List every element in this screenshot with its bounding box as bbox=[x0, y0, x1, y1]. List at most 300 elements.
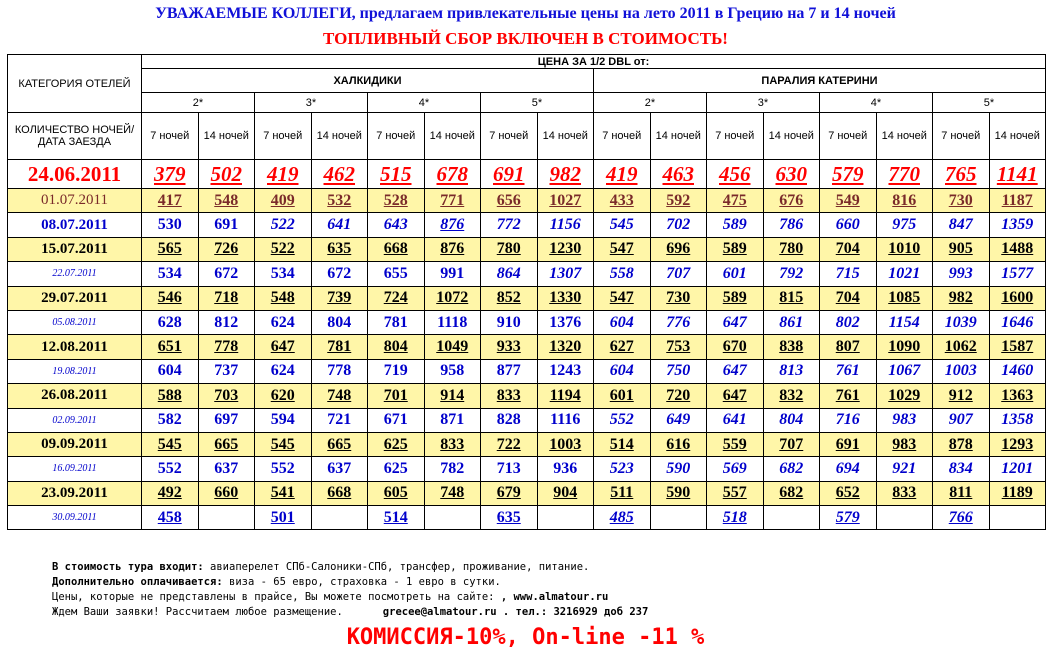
price-cell: 1201 bbox=[989, 457, 1046, 481]
price-cell: 1027 bbox=[537, 189, 594, 213]
price-table bbox=[7, 54, 1046, 530]
star-category: 3* bbox=[707, 93, 820, 113]
arrival-date: 30.09.2011 bbox=[8, 506, 142, 530]
price-cell: 715 bbox=[820, 262, 877, 286]
price-cell: 625 bbox=[368, 457, 425, 481]
price-cell: 656 bbox=[481, 189, 538, 213]
price-cell: 1021 bbox=[876, 262, 933, 286]
price-cell: 815 bbox=[763, 286, 820, 310]
price-cell: 912 bbox=[933, 384, 990, 408]
price-cell: 770 bbox=[876, 160, 933, 189]
price-cell: 704 bbox=[820, 237, 877, 261]
arrival-date: 08.07.2011 bbox=[8, 213, 142, 237]
price-cell: 861 bbox=[763, 310, 820, 334]
price-cell: 672 bbox=[311, 262, 368, 286]
table-row bbox=[8, 286, 1046, 310]
price-cell: 649 bbox=[650, 408, 707, 432]
nights-7-header: 7 ночей bbox=[142, 113, 199, 160]
contact-info[interactable]: grecee@almatour.ru . тел.: 3216929 доб 237 bbox=[382, 606, 649, 618]
price-cell: 1039 bbox=[933, 310, 990, 334]
price-cell bbox=[424, 506, 481, 530]
price-cell: 545 bbox=[255, 432, 312, 456]
price-cell: 635 bbox=[481, 506, 538, 530]
price-cell: 1118 bbox=[424, 310, 481, 334]
price-cell: 750 bbox=[650, 359, 707, 383]
price-cell: 530 bbox=[142, 213, 199, 237]
price-cell: 557 bbox=[707, 481, 764, 505]
price-cell: 589 bbox=[707, 237, 764, 261]
price-cell: 1243 bbox=[537, 359, 594, 383]
price-cell: 910 bbox=[481, 310, 538, 334]
price-cell: 676 bbox=[763, 189, 820, 213]
price-cell: 704 bbox=[820, 286, 877, 310]
price-cell: 1187 bbox=[989, 189, 1046, 213]
price-cell: 552 bbox=[255, 457, 312, 481]
price-cell: 713 bbox=[481, 457, 538, 481]
price-cell: 975 bbox=[876, 213, 933, 237]
price-cell: 641 bbox=[707, 408, 764, 432]
price-cell: 716 bbox=[820, 408, 877, 432]
price-cell: 604 bbox=[594, 359, 651, 383]
price-cell: 549 bbox=[820, 189, 877, 213]
price-cell: 1189 bbox=[989, 481, 1046, 505]
price-cell: 1072 bbox=[424, 286, 481, 310]
price-cell: 691 bbox=[820, 432, 877, 456]
price-cell: 921 bbox=[876, 457, 933, 481]
price-cell: 1587 bbox=[989, 335, 1046, 359]
price-cell: 1116 bbox=[537, 408, 594, 432]
price-cell: 792 bbox=[763, 262, 820, 286]
price-cell: 722 bbox=[481, 432, 538, 456]
price-cell: 812 bbox=[198, 310, 255, 334]
price-cell: 672 bbox=[198, 262, 255, 286]
price-cell: 702 bbox=[650, 213, 707, 237]
price-cell: 637 bbox=[198, 457, 255, 481]
website-note bbox=[52, 591, 608, 603]
price-cell: 545 bbox=[594, 213, 651, 237]
price-cell: 1577 bbox=[989, 262, 1046, 286]
price-cell: 630 bbox=[763, 160, 820, 189]
price-cell: 548 bbox=[255, 286, 312, 310]
star-category: 5* bbox=[933, 93, 1046, 113]
price-cell: 877 bbox=[481, 359, 538, 383]
price-cell: 616 bbox=[650, 432, 707, 456]
region-halkidiki: ХАЛКИДИКИ bbox=[142, 69, 594, 93]
price-cell: 660 bbox=[198, 481, 255, 505]
price-cell: 552 bbox=[142, 457, 199, 481]
price-cell: 589 bbox=[707, 286, 764, 310]
category-header: КАТЕГОРИЯ ОТЕЛЕЙ bbox=[8, 55, 142, 113]
arrival-date: 02.09.2011 bbox=[8, 408, 142, 432]
price-cell: 1460 bbox=[989, 359, 1046, 383]
price-cell: 765 bbox=[933, 160, 990, 189]
price-cell: 545 bbox=[142, 432, 199, 456]
table-row bbox=[8, 160, 1046, 189]
price-cell: 993 bbox=[933, 262, 990, 286]
price-cell: 739 bbox=[311, 286, 368, 310]
price-cell: 780 bbox=[763, 237, 820, 261]
price-cell: 1307 bbox=[537, 262, 594, 286]
price-cell: 828 bbox=[481, 408, 538, 432]
table-row bbox=[8, 359, 1046, 383]
price-cell: 601 bbox=[707, 262, 764, 286]
price-cell: 907 bbox=[933, 408, 990, 432]
price-cell: 589 bbox=[707, 213, 764, 237]
price-cell: 541 bbox=[255, 481, 312, 505]
nights-7-header: 7 ночей bbox=[594, 113, 651, 160]
price-cell: 514 bbox=[368, 506, 425, 530]
nights-date-header: КОЛИЧЕСТВО НОЧЕЙ/ ДАТА ЗАЕЗДА bbox=[8, 113, 142, 160]
price-cell: 782 bbox=[424, 457, 481, 481]
price-cell: 647 bbox=[255, 335, 312, 359]
price-cell: 502 bbox=[198, 160, 255, 189]
price-cell: 914 bbox=[424, 384, 481, 408]
price-cell: 647 bbox=[707, 384, 764, 408]
price-cell: 1293 bbox=[989, 432, 1046, 456]
price-cell: 802 bbox=[820, 310, 877, 334]
price-cell: 786 bbox=[763, 213, 820, 237]
price-cell: 697 bbox=[198, 408, 255, 432]
price-cell: 807 bbox=[820, 335, 877, 359]
price-cell: 781 bbox=[368, 310, 425, 334]
extra-label: Дополнительно оплачивается: bbox=[52, 576, 223, 588]
price-cell: 534 bbox=[255, 262, 312, 286]
price-cell: 652 bbox=[820, 481, 877, 505]
arrival-date: 09.09.2011 bbox=[8, 432, 142, 456]
price-cell: 548 bbox=[198, 189, 255, 213]
arrival-date: 29.07.2011 bbox=[8, 286, 142, 310]
table-row bbox=[8, 432, 1046, 456]
price-cell: 748 bbox=[424, 481, 481, 505]
table-row bbox=[8, 384, 1046, 408]
price-cell: 816 bbox=[876, 189, 933, 213]
price-cell: 678 bbox=[424, 160, 481, 189]
price-cell: 522 bbox=[255, 213, 312, 237]
price-cell: 647 bbox=[707, 310, 764, 334]
price-cell: 620 bbox=[255, 384, 312, 408]
price-cell: 694 bbox=[820, 457, 877, 481]
price-cell: 991 bbox=[424, 262, 481, 286]
price-cell: 511 bbox=[594, 481, 651, 505]
price-cell: 804 bbox=[368, 335, 425, 359]
price-cell: 936 bbox=[537, 457, 594, 481]
extra-text: виза - 65 евро, страховка - 1 евро в сутки. bbox=[222, 576, 501, 588]
price-cell: 456 bbox=[707, 160, 764, 189]
price-cell: 419 bbox=[255, 160, 312, 189]
price-cell: 878 bbox=[933, 432, 990, 456]
arrival-date: 12.08.2011 bbox=[8, 335, 142, 359]
price-cell: 696 bbox=[650, 237, 707, 261]
price-cell: 518 bbox=[707, 506, 764, 530]
price-cell: 528 bbox=[368, 189, 425, 213]
price-cell: 778 bbox=[198, 335, 255, 359]
price-cell: 668 bbox=[311, 481, 368, 505]
nights-7-header: 7 ночей bbox=[368, 113, 425, 160]
nights-14-header: 14 ночей bbox=[763, 113, 820, 160]
price-cell: 592 bbox=[650, 189, 707, 213]
price-cell: 1010 bbox=[876, 237, 933, 261]
price-cell: 780 bbox=[481, 237, 538, 261]
price-cell: 852 bbox=[481, 286, 538, 310]
price-cell: 635 bbox=[311, 237, 368, 261]
price-cell: 720 bbox=[650, 384, 707, 408]
price-cell: 1029 bbox=[876, 384, 933, 408]
price-cell: 1358 bbox=[989, 408, 1046, 432]
price-cell: 552 bbox=[594, 408, 651, 432]
included-text: авиаперелет СПб-Салоники-СПб, трансфер, проживание, питание. bbox=[203, 561, 590, 573]
price-cell: 569 bbox=[707, 457, 764, 481]
price-cell bbox=[311, 506, 368, 530]
arrival-date: 05.08.2011 bbox=[8, 310, 142, 334]
price-cell: 534 bbox=[142, 262, 199, 286]
price-cell: 983 bbox=[876, 408, 933, 432]
price-cell: 876 bbox=[424, 213, 481, 237]
nights-14-header: 14 ночей bbox=[650, 113, 707, 160]
price-cell: 707 bbox=[650, 262, 707, 286]
star-category: 3* bbox=[255, 93, 368, 113]
price-cell: 1320 bbox=[537, 335, 594, 359]
table-row bbox=[8, 457, 1046, 481]
price-cell: 766 bbox=[933, 506, 990, 530]
extra-note bbox=[52, 576, 501, 588]
star-category: 4* bbox=[368, 93, 481, 113]
price-cell: 485 bbox=[594, 506, 651, 530]
nights-14-header: 14 ночей bbox=[311, 113, 368, 160]
price-cell: 1062 bbox=[933, 335, 990, 359]
price-cell: 433 bbox=[594, 189, 651, 213]
price-cell: 590 bbox=[650, 481, 707, 505]
price-cell: 665 bbox=[311, 432, 368, 456]
price-cell: 707 bbox=[763, 432, 820, 456]
included-note bbox=[52, 561, 589, 573]
nights-14-header: 14 ночей bbox=[198, 113, 255, 160]
price-cell: 624 bbox=[255, 310, 312, 334]
price-cell bbox=[537, 506, 594, 530]
price-cell: 982 bbox=[933, 286, 990, 310]
price-cell: 655 bbox=[368, 262, 425, 286]
nights-7-header: 7 ночей bbox=[933, 113, 990, 160]
table-row bbox=[8, 481, 1046, 505]
region-paralia-katerini: ПАРАЛИЯ КАТЕРИНИ bbox=[594, 69, 1046, 93]
price-cell: 582 bbox=[142, 408, 199, 432]
price-cell: 724 bbox=[368, 286, 425, 310]
price-cell: 523 bbox=[594, 457, 651, 481]
price-cell: 628 bbox=[142, 310, 199, 334]
table-row bbox=[8, 213, 1046, 237]
included-label: В стоимость тура входит: bbox=[52, 561, 204, 573]
arrival-date: 19.08.2011 bbox=[8, 359, 142, 383]
price-cell: 532 bbox=[311, 189, 368, 213]
price-cell: 1141 bbox=[989, 160, 1046, 189]
request-text: Ждем Ваши заявки! Рассчитаем любое размещение. bbox=[52, 606, 343, 618]
price-cell: 641 bbox=[311, 213, 368, 237]
price-cell: 726 bbox=[198, 237, 255, 261]
price-cell: 748 bbox=[311, 384, 368, 408]
price-cell: 651 bbox=[142, 335, 199, 359]
price-cell: 719 bbox=[368, 359, 425, 383]
price-cell bbox=[876, 506, 933, 530]
price-cell: 983 bbox=[876, 432, 933, 456]
price-cell: 778 bbox=[311, 359, 368, 383]
price-cell: 590 bbox=[650, 457, 707, 481]
price-cell: 1049 bbox=[424, 335, 481, 359]
price-cell: 703 bbox=[198, 384, 255, 408]
price-cell: 691 bbox=[198, 213, 255, 237]
price-cell: 588 bbox=[142, 384, 199, 408]
price-cell: 643 bbox=[368, 213, 425, 237]
price-cell: 811 bbox=[933, 481, 990, 505]
website-link[interactable]: , www.almatour.ru bbox=[500, 591, 609, 603]
price-cell: 833 bbox=[876, 481, 933, 505]
table-row bbox=[8, 310, 1046, 334]
price-cell: 1330 bbox=[537, 286, 594, 310]
nights-7-header: 7 ночей bbox=[255, 113, 312, 160]
price-cell: 804 bbox=[311, 310, 368, 334]
price-cell: 1003 bbox=[933, 359, 990, 383]
price-cell: 1359 bbox=[989, 213, 1046, 237]
price-cell bbox=[763, 506, 820, 530]
arrival-date: 23.09.2011 bbox=[8, 481, 142, 505]
price-cell: 781 bbox=[311, 335, 368, 359]
price-cell: 475 bbox=[707, 189, 764, 213]
arrival-date: 16.09.2011 bbox=[8, 457, 142, 481]
star-category: 2* bbox=[594, 93, 707, 113]
price-cell: 1156 bbox=[537, 213, 594, 237]
price-cell: 647 bbox=[707, 359, 764, 383]
price-cell: 670 bbox=[707, 335, 764, 359]
table-row bbox=[8, 189, 1046, 213]
price-cell: 409 bbox=[255, 189, 312, 213]
arrival-date: 26.08.2011 bbox=[8, 384, 142, 408]
price-cell: 772 bbox=[481, 213, 538, 237]
price-cell: 730 bbox=[650, 286, 707, 310]
price-cell: 501 bbox=[255, 506, 312, 530]
price-cell: 671 bbox=[368, 408, 425, 432]
price-cell: 761 bbox=[820, 359, 877, 383]
price-cell: 547 bbox=[594, 286, 651, 310]
price-cell: 665 bbox=[198, 432, 255, 456]
price-cell: 547 bbox=[594, 237, 651, 261]
price-cell: 833 bbox=[481, 384, 538, 408]
price-cell: 761 bbox=[820, 384, 877, 408]
star-category: 2* bbox=[142, 93, 255, 113]
nights-7-header: 7 ночей bbox=[707, 113, 764, 160]
price-cell: 601 bbox=[594, 384, 651, 408]
price-cell: 682 bbox=[763, 481, 820, 505]
price-cell: 1194 bbox=[537, 384, 594, 408]
price-cell bbox=[989, 506, 1046, 530]
price-cell: 514 bbox=[594, 432, 651, 456]
price-cell: 682 bbox=[763, 457, 820, 481]
price-cell: 1154 bbox=[876, 310, 933, 334]
price-cell: 668 bbox=[368, 237, 425, 261]
table-row bbox=[8, 506, 1046, 530]
request-note bbox=[52, 606, 648, 618]
price-cell: 847 bbox=[933, 213, 990, 237]
price-cell: 804 bbox=[763, 408, 820, 432]
price-cell: 679 bbox=[481, 481, 538, 505]
price-cell: 933 bbox=[481, 335, 538, 359]
price-cell: 1230 bbox=[537, 237, 594, 261]
price-cell: 737 bbox=[198, 359, 255, 383]
price-cell: 660 bbox=[820, 213, 877, 237]
price-cell: 832 bbox=[763, 384, 820, 408]
price-cell: 718 bbox=[198, 286, 255, 310]
star-category: 5* bbox=[481, 93, 594, 113]
arrival-date: 15.07.2011 bbox=[8, 237, 142, 261]
table-row bbox=[8, 237, 1046, 261]
nights-7-header: 7 ночей bbox=[820, 113, 877, 160]
price-cell: 701 bbox=[368, 384, 425, 408]
price-cell: 579 bbox=[820, 506, 877, 530]
price-per-person-header: ЦЕНА ЗА 1/2 DBL от: bbox=[142, 55, 1046, 69]
price-cell: 1067 bbox=[876, 359, 933, 383]
price-cell: 1646 bbox=[989, 310, 1046, 334]
price-cell: 834 bbox=[933, 457, 990, 481]
nights-14-header: 14 ночей bbox=[876, 113, 933, 160]
price-cell: 417 bbox=[142, 189, 199, 213]
price-cell: 1003 bbox=[537, 432, 594, 456]
website-text: Цены, которые не представлены в прайсе, Вы можете посмотреть на сайте: bbox=[52, 591, 501, 603]
price-cell: 958 bbox=[424, 359, 481, 383]
nights-14-header: 14 ночей bbox=[537, 113, 594, 160]
price-cell: 721 bbox=[311, 408, 368, 432]
nights-7-header: 7 ночей bbox=[481, 113, 538, 160]
price-cell: 594 bbox=[255, 408, 312, 432]
price-cell: 559 bbox=[707, 432, 764, 456]
price-cell: 458 bbox=[142, 506, 199, 530]
price-cell: 905 bbox=[933, 237, 990, 261]
price-cell: 463 bbox=[650, 160, 707, 189]
price-cell: 813 bbox=[763, 359, 820, 383]
price-cell: 379 bbox=[142, 160, 199, 189]
arrival-date: 24.06.2011 bbox=[8, 160, 142, 189]
price-cell: 579 bbox=[820, 160, 877, 189]
price-cell: 833 bbox=[424, 432, 481, 456]
price-cell: 691 bbox=[481, 160, 538, 189]
arrival-date: 22.07.2011 bbox=[8, 262, 142, 286]
fuel-notice: ТОПЛИВНЫЙ СБОР ВКЛЮЧЕН В СТОИМОСТЬ! bbox=[323, 29, 728, 48]
price-cell: 730 bbox=[933, 189, 990, 213]
price-cell: 1488 bbox=[989, 237, 1046, 261]
price-cell: 492 bbox=[142, 481, 199, 505]
price-cell: 605 bbox=[368, 481, 425, 505]
price-cell: 1085 bbox=[876, 286, 933, 310]
price-cell: 462 bbox=[311, 160, 368, 189]
price-cell: 558 bbox=[594, 262, 651, 286]
price-cell: 753 bbox=[650, 335, 707, 359]
price-cell: 625 bbox=[368, 432, 425, 456]
price-cell: 1363 bbox=[989, 384, 1046, 408]
price-cell: 876 bbox=[424, 237, 481, 261]
table-row bbox=[8, 408, 1046, 432]
price-cell: 1090 bbox=[876, 335, 933, 359]
price-cell: 419 bbox=[594, 160, 651, 189]
header-title: УВАЖАЕМЫЕ КОЛЛЕГИ, предлагаем привлекательные цены на лето 2011 в Грецию на 7 и 14 ночей bbox=[155, 5, 896, 22]
nights-14-header: 14 ночей bbox=[989, 113, 1046, 160]
price-cell: 838 bbox=[763, 335, 820, 359]
price-cell: 637 bbox=[311, 457, 368, 481]
price-cell: 771 bbox=[424, 189, 481, 213]
commission-banner: КОМИССИЯ-10%, On-line -11 % bbox=[346, 625, 705, 650]
price-cell: 565 bbox=[142, 237, 199, 261]
nights-14-header: 14 ночей bbox=[424, 113, 481, 160]
price-cell: 627 bbox=[594, 335, 651, 359]
price-cell bbox=[198, 506, 255, 530]
table-row bbox=[8, 335, 1046, 359]
price-cell: 1376 bbox=[537, 310, 594, 334]
table-row bbox=[8, 262, 1046, 286]
